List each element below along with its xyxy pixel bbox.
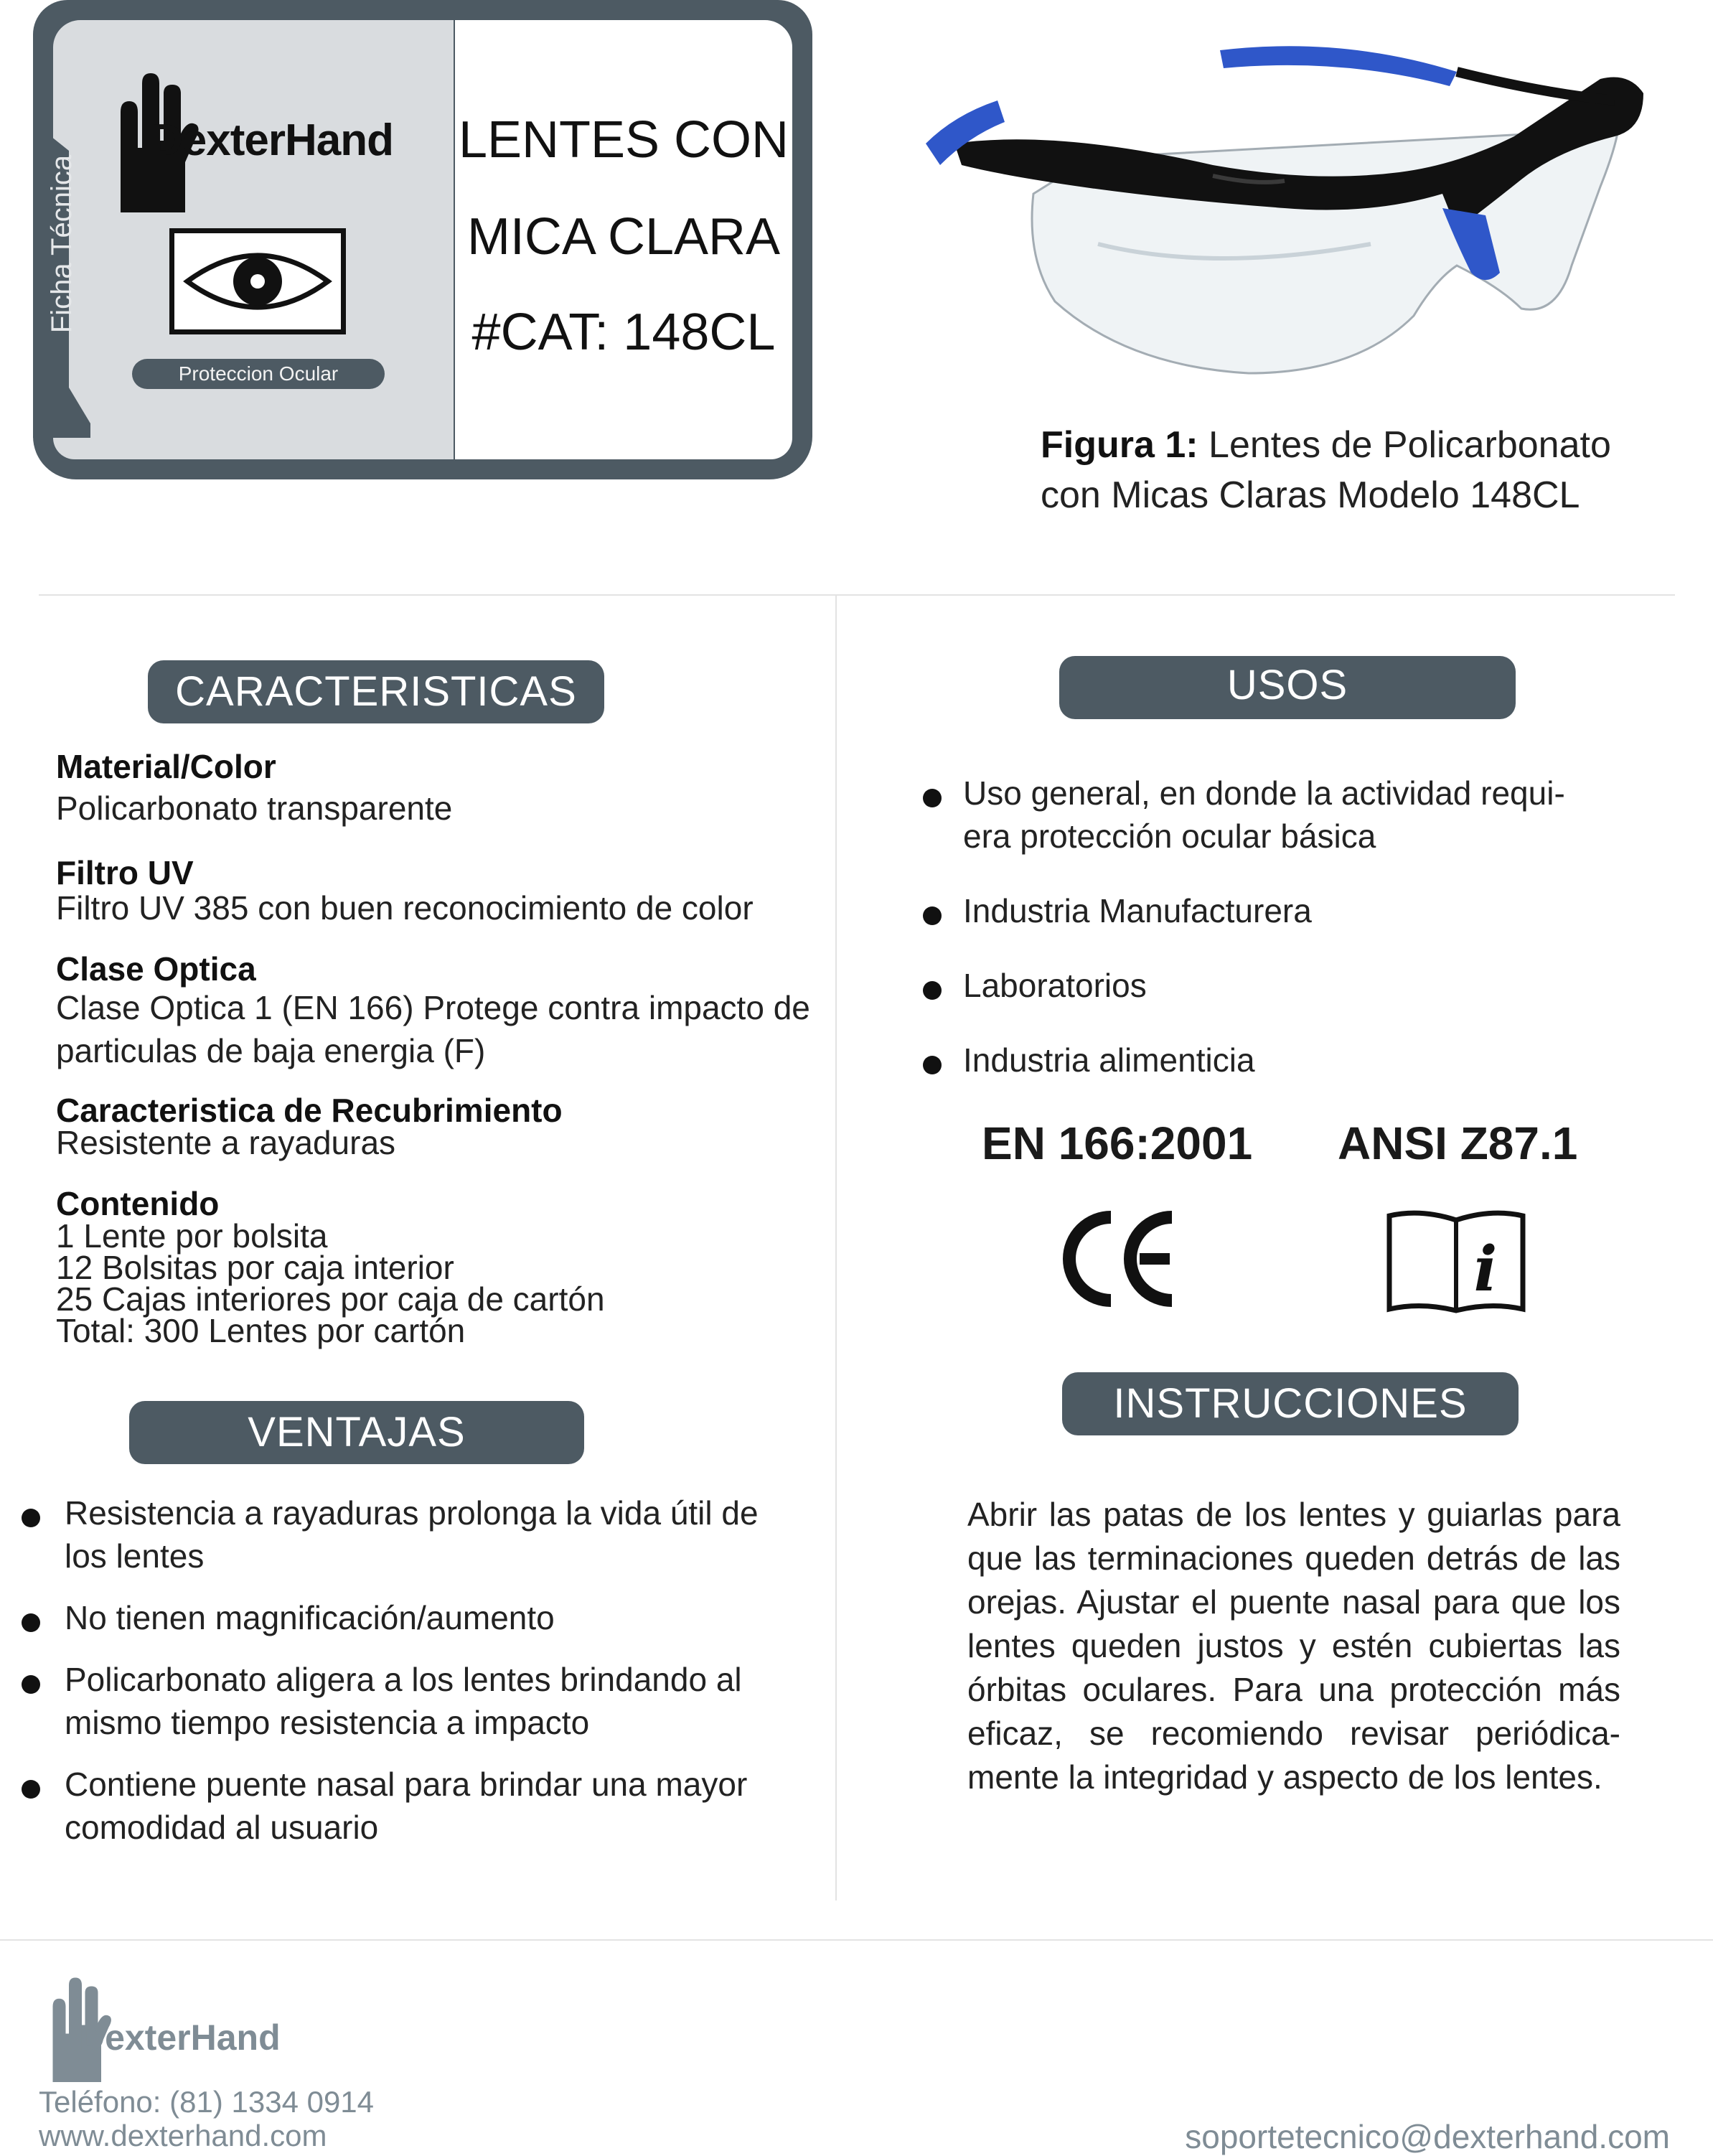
- bullet-icon: [22, 1675, 40, 1694]
- list-item-text: Policarbonato aligera a los lentes brindando al mismo tiempo resistencia a impacto: [65, 1661, 742, 1741]
- list-item: [923, 889, 1612, 932]
- bullet-icon: [22, 1613, 40, 1632]
- list-item: [22, 1491, 782, 1578]
- footer-email[interactable]: soportetecnico@dexterhand.com: [1185, 2118, 1670, 2155]
- product-catalog-number: #CAT: 148CL: [471, 304, 776, 361]
- contenido-line: 25 Cajas interiores por caja de cartón: [56, 1280, 605, 1318]
- contenido-line: 12 Bolsitas por caja interior: [56, 1249, 454, 1286]
- filtro-uv-value: Filtro UV 385 con buen reconocimiento de color: [56, 889, 754, 927]
- footer-website[interactable]: www.dexterhand.com: [39, 2119, 327, 2152]
- list-item-text: Industria alimenticia: [963, 1041, 1255, 1079]
- bullet-icon: [22, 1509, 40, 1527]
- bullet-icon: [22, 1780, 40, 1799]
- bullet-icon: [923, 981, 942, 1000]
- material-color-label: Material/Color: [56, 748, 276, 785]
- usos-list: [923, 772, 1612, 1082]
- ficha-tecnica-label: Ficha Técnica: [46, 154, 78, 334]
- footer-divider: [0, 1939, 1713, 1941]
- contenido-line: 1 Lente por bolsita: [56, 1217, 328, 1255]
- clase-optica: [56, 952, 817, 1072]
- list-item-text: Contiene puente nasal para brindar una mayor comodidad al usuario: [65, 1766, 748, 1846]
- list-item: [22, 1658, 782, 1744]
- recubrimiento-label: Caracteristica de Recubrimiento: [56, 1092, 563, 1129]
- list-item-text: Resistencia a rayaduras prolonga la vida útil de los lentes: [65, 1494, 759, 1575]
- clase-optica-value: Clase Optica 1 (EN 166) Protege contra impacto de particulas de baja energia (F): [56, 989, 810, 1069]
- instrucciones-heading: INSTRUCCIONES: [1062, 1372, 1519, 1435]
- caracteristicas-list: [56, 746, 817, 1349]
- material-color: [56, 746, 817, 830]
- figure-caption: [1041, 420, 1658, 520]
- filtro-uv-label: Filtro UV: [56, 854, 194, 891]
- product-title-line-2: MICA CLARA: [466, 208, 781, 266]
- material-color-value: Policarbonato transparente: [56, 789, 453, 827]
- list-item: [923, 772, 1612, 858]
- column-divider: [835, 594, 837, 1900]
- eye-icon: [174, 233, 341, 329]
- recubrimiento: [56, 1092, 817, 1161]
- footer-phone: Teléfono: (81) 1334 0914: [39, 2085, 375, 2119]
- footer-brand-name: DexterHand: [79, 2017, 281, 2058]
- list-item: [22, 1596, 782, 1639]
- filtro-uv: [56, 856, 817, 926]
- bullet-icon: [923, 1056, 942, 1074]
- contenido-label: Contenido: [56, 1185, 220, 1222]
- ventajas-heading: VENTAJAS: [129, 1401, 584, 1464]
- en-standard-label: EN 166:2001: [982, 1117, 1253, 1169]
- caracteristicas-heading: CARACTERISTICAS: [148, 660, 604, 723]
- ventajas-list: [22, 1491, 782, 1849]
- list-item: [22, 1763, 782, 1849]
- protection-category-badge: Proteccion Ocular: [132, 359, 385, 389]
- recubrimiento-value: Resistente a rayaduras: [56, 1124, 396, 1161]
- ce-mark-icon: [1061, 1209, 1175, 1309]
- list-item-text: No tienen magnificación/aumento: [65, 1599, 555, 1636]
- eye-protection-box: [169, 228, 346, 334]
- list-item-text: Laboratorios: [963, 967, 1147, 1004]
- list-item: [923, 1039, 1612, 1082]
- figure-label: Figura 1:: [1041, 424, 1198, 466]
- list-item: [923, 964, 1612, 1007]
- ansi-standard-label: ANSI Z87.1: [1338, 1117, 1578, 1169]
- bullet-icon: [923, 906, 942, 925]
- usos-heading: USOS: [1059, 656, 1516, 719]
- clase-optica-label: Clase Optica: [56, 950, 256, 988]
- product-title-line-1: LENTES CON: [458, 111, 789, 169]
- list-item-text: Industria Manufacturera: [963, 892, 1312, 929]
- figure-caption-text: Lentes de Policarbonato con Micas Claras Modelo 148CL: [1041, 424, 1611, 516]
- contenido-line: Total: 300 Lentes por cartón: [56, 1312, 466, 1349]
- list-item-text: Uso general, en donde la actividad requi-era protección ocular básica: [963, 774, 1565, 855]
- bullet-icon: [923, 789, 942, 807]
- svg-text:i: i: [1473, 1233, 1498, 1306]
- instrucciones-text: Abrir las patas de los lentes y guiarlas para que las terminaciones queden detrás de las orejas. Ajustar el puente nasal para que los lentes queden justos y estén cubiertas las órbitas oculares. Para una protección más eficaz, se recomiendo revisar periódica-mente la integridad y aspecto de los lentes.: [967, 1496, 1620, 1796]
- brand-name: DexterHand: [151, 116, 393, 165]
- instruction-manual-icon: [1385, 1206, 1527, 1315]
- contenido: [56, 1185, 817, 1349]
- section-divider-top: [39, 594, 1675, 596]
- safety-glasses-image: [911, 29, 1658, 388]
